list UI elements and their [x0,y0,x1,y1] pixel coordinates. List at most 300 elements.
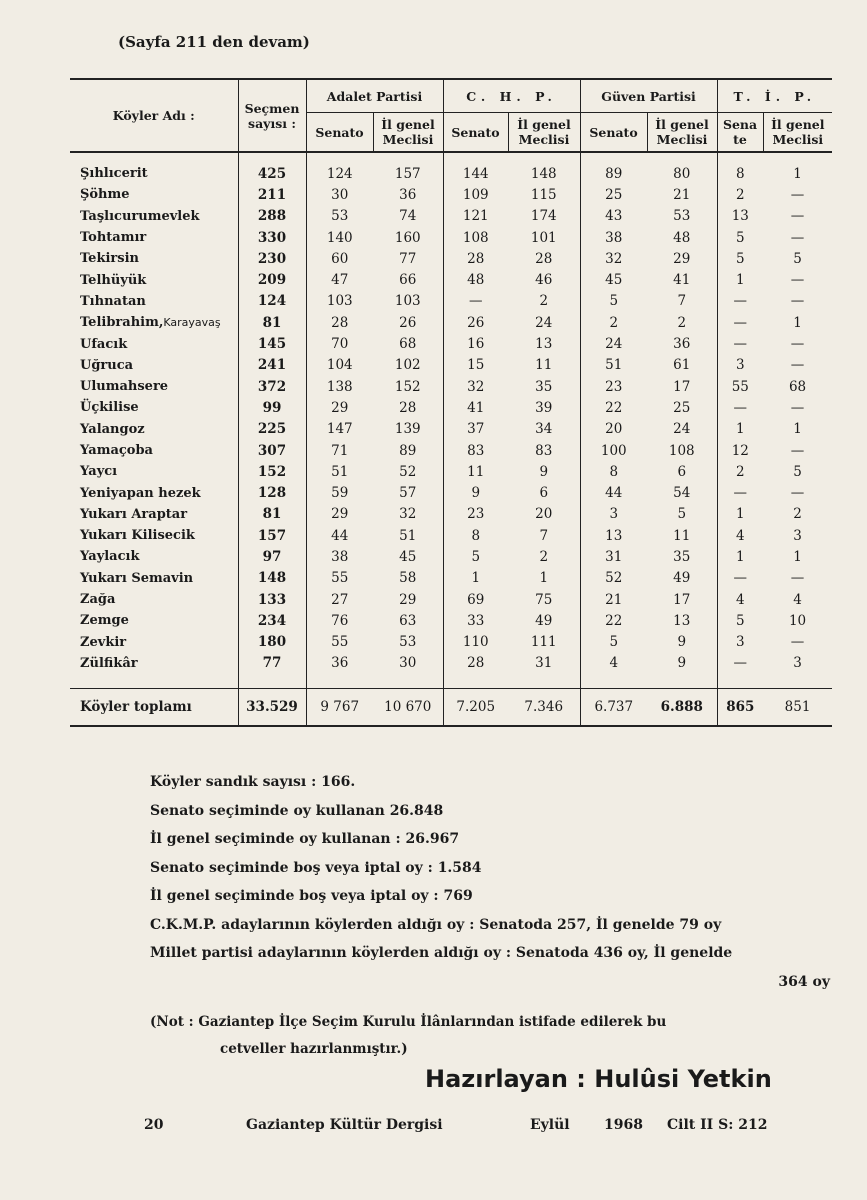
village-name-cell [70,461,238,482]
gp-senate-cell: 24 [580,333,647,354]
gp-senate-cell: 13 [580,525,647,546]
gp-senate-cell: 20 [580,419,647,440]
gp-council-cell: 5 [677,506,687,523]
voters-cell: 209 [238,269,306,290]
tip-senate-cell: 8 [717,152,763,184]
gp-senate-cell: 8 [580,461,647,482]
ap-senate-cell: 53 [306,206,373,227]
source-note-line2: cetveller hazırlanmıştır.) [220,1041,408,1057]
chp-senate-cell: 144 [443,152,508,184]
note-line: İl genel seçiminde boş veya iptal oy : 769 [150,888,473,904]
village-name: Yamaçoba [80,443,153,458]
gp-senate-cell: 100 [580,440,647,461]
village-name-cell [70,184,238,205]
voters-cell: 145 [238,333,306,354]
tip-senate-cell: 4 [717,589,763,610]
voters-cell: 307 [238,440,306,461]
continuation-note: (Sayfa 211 den devam) [118,33,310,51]
chp-senate-cell: — [443,291,508,312]
village-name: Yukarı Araptar [80,506,188,522]
chp-senate-cell: 33 [443,610,508,631]
table-row [70,227,832,248]
tip-council-cell: — [790,399,805,416]
gp-council-cell: 36 [673,336,691,353]
tip-senate-cell: — [717,333,763,354]
tip-council-cell: — [790,272,805,289]
chp-council-cell: 2 [539,548,549,565]
village-name-cell [70,504,238,525]
village-name: Ufacık [80,336,128,352]
tip-council-cell: — [790,634,805,651]
ap-council-cell: 45 [399,548,417,565]
tip-senate-cell: 4 [717,525,763,546]
tip-council-cell: — [790,570,805,587]
ap-senate-cell: 55 [306,568,373,589]
village-name-cell [70,312,238,333]
village-name: Zağa [80,592,116,608]
village-name-cell [70,546,238,567]
village-name-cell [70,589,238,610]
tip-council-cell: — [790,357,805,374]
chp-council-cell: 11 [535,357,553,374]
chp-senate-cell: 37 [443,419,508,440]
ap-senate-cell: 55 [306,632,373,653]
village-name-cell [70,291,238,312]
total-ap-senate: 9 767 [306,689,373,727]
gp-senate-cell: 38 [580,227,647,248]
village-name-cell [70,653,238,689]
author-credit: Hazırlayan : Hulûsi Yetkin [425,1065,772,1093]
gp-senate-cell: 45 [580,269,647,290]
ap-council-cell: 66 [399,272,417,289]
voters-cell: 81 [238,504,306,525]
ap-council-cell: 32 [399,506,417,523]
village-name-cell [70,610,238,631]
voters-cell: 230 [238,248,306,269]
summary-notes [150,768,840,996]
ap-council-cell: 102 [394,357,421,374]
table-row [70,269,832,290]
issue-year: 1968 [604,1117,643,1133]
total-label: Köyler toplamı [70,689,238,727]
table-row [70,482,832,503]
table-row [70,333,832,354]
ap-council-cell: 160 [394,229,421,246]
ap-council-cell: 77 [399,250,417,267]
ap-senate-cell: 76 [306,610,373,631]
chp-council-cell: 31 [535,655,553,672]
chp-senate-cell: 16 [443,333,508,354]
total-ap-council: 10 670 [373,689,443,727]
voters-cell: 372 [238,376,306,397]
ap-council-cell: 53 [399,634,417,651]
chp-council-cell: 20 [535,506,553,523]
village-name: Yukarı Semavin [80,570,194,586]
gp-senate-cell: 5 [580,291,647,312]
chp-council-cell: 49 [535,612,553,629]
village-name-cell [70,440,238,461]
chp-council-cell: 46 [535,272,553,289]
ap-senate-cell: 104 [306,355,373,376]
village-name: Yeniyapan hezek [80,485,201,501]
journal-name: Gaziantep Kültür Dergisi [246,1117,443,1133]
gp-senate-cell: 44 [580,482,647,503]
ap-council-cell: 57 [399,485,417,502]
table-row [70,419,832,440]
tip-council-cell: 1 [793,314,802,331]
chp-council-cell: 6 [539,485,549,502]
ap-senate-cell: 70 [306,333,373,354]
chp-council-cell: 111 [530,634,557,651]
subheader-council: İl genel Meclisi [373,113,443,153]
subheader-council: İl genel Meclisi [647,113,717,153]
subheader-senate: Senato [443,113,508,153]
table-row [70,546,832,567]
total-tip-council: 851 [763,689,832,727]
gp-senate-cell: 89 [580,152,647,184]
tip-senate-cell: 5 [717,227,763,248]
subheader-senate: Senato [580,113,647,153]
source-note-line1: (Not : Gaziantep İlçe Seçim Kurulu İlânlarından istifade edilerek bu [150,1014,667,1030]
tip-senate-cell: — [717,482,763,503]
village-name: Zülfikâr [80,655,138,671]
ap-senate-cell: 29 [306,397,373,418]
ap-senate-cell: 103 [306,291,373,312]
gp-senate-cell: 52 [580,568,647,589]
chp-senate-cell: 32 [443,376,508,397]
chp-senate-cell: 5 [443,546,508,567]
table-row [70,440,832,461]
gp-senate-cell: 2 [580,312,647,333]
tip-senate-cell: 1 [717,546,763,567]
tip-senate-cell: 3 [717,355,763,376]
village-name: Telibrahim, [80,315,164,331]
subheader-council: İl genel Meclisi [508,113,580,153]
village-name-annotation: Karayavaş [163,316,221,330]
election-results-table-wrapper [70,78,832,727]
gp-senate-cell: 3 [580,504,647,525]
ap-senate-cell: 124 [306,152,373,184]
subheader-senate: Senato [306,113,373,153]
tip-senate-cell: 1 [717,504,763,525]
party-header-ap: Adalet Partisi [306,79,443,113]
gp-senate-cell: 22 [580,610,647,631]
table-row [70,568,832,589]
tip-council-cell: — [790,186,805,203]
gp-senate-cell: 51 [580,355,647,376]
gp-council-cell: 35 [673,548,691,565]
voters-cell: 241 [238,355,306,376]
gp-council-cell: 9 [677,655,687,672]
ap-council-cell: 157 [394,165,421,182]
tip-council-cell: — [790,208,805,225]
village-name: Taşlıcurumevlek [80,208,200,224]
chp-council-cell: 75 [535,591,553,608]
chp-council-cell: 28 [535,250,553,267]
subheader-senate: Sena te [717,113,763,153]
ap-senate-cell: 71 [306,440,373,461]
gp-senate-cell: 21 [580,589,647,610]
table-row [70,184,832,205]
total-voters: 33.529 [238,689,306,727]
voters-column-header: Seçmen sayısı : [238,79,306,152]
village-name: Yukarı Kilisecik [80,528,195,544]
note-line: Senato seçiminde boş veya iptal oy : 1.584 [150,859,482,876]
village-name: Ulumahsere [80,379,169,395]
tip-senate-cell: 3 [717,632,763,653]
table-body [70,152,832,689]
tip-council-cell: 4 [793,591,802,608]
village-name-cell [70,568,238,589]
subheader-council: İl genel Meclisi [763,113,832,153]
voters-cell: 77 [238,653,306,689]
chp-council-cell: 174 [530,208,557,225]
table-row [70,152,832,184]
gp-council-cell: 41 [673,272,691,289]
ap-senate-cell: 147 [306,419,373,440]
village-name-cell [70,397,238,418]
village-name: Zemge [80,613,129,629]
ap-council-cell: 52 [399,463,417,480]
chp-senate-cell: 28 [443,248,508,269]
voters-cell: 81 [238,312,306,333]
chp-senate-cell: 15 [443,355,508,376]
tip-council-cell: — [790,485,805,502]
tip-senate-cell: — [717,653,763,689]
gp-council-cell: 49 [673,570,691,587]
tip-senate-cell: — [717,397,763,418]
village-name-cell [70,525,238,546]
tip-senate-cell: 1 [717,269,763,290]
chp-council-cell: 83 [535,442,553,459]
voters-cell: 157 [238,525,306,546]
table-row [70,397,832,418]
village-name-cell [70,419,238,440]
chp-council-cell: 34 [535,421,553,438]
tip-senate-cell: — [717,568,763,589]
gp-senate-cell: 4 [580,653,647,689]
ap-senate-cell: 51 [306,461,373,482]
ap-senate-cell: 59 [306,482,373,503]
gp-council-cell: 2 [677,314,687,331]
gp-senate-cell: 31 [580,546,647,567]
gp-council-cell: 21 [673,186,691,203]
tip-senate-cell: 2 [717,461,763,482]
village-name-cell [70,248,238,269]
total-gp-senate: 6.737 [580,689,647,727]
total-tip-senate: 865 [717,689,763,727]
gp-council-cell: 80 [673,165,691,182]
village-name-cell [70,376,238,397]
voters-cell: 152 [238,461,306,482]
village-name-cell [70,206,238,227]
tip-council-cell: — [790,336,805,353]
gp-council-cell: 17 [673,591,691,608]
voters-cell: 99 [238,397,306,418]
ap-senate-cell: 27 [306,589,373,610]
voters-cell: 97 [238,546,306,567]
ap-senate-cell: 47 [306,269,373,290]
gp-senate-cell: 32 [580,248,647,269]
village-name: Uğruca [80,357,134,373]
ap-council-cell: 63 [399,612,417,629]
tip-senate-cell: — [717,312,763,333]
ap-senate-cell: 140 [306,227,373,248]
chp-senate-cell: 11 [443,461,508,482]
chp-senate-cell: 9 [443,482,508,503]
chp-senate-cell: 83 [443,440,508,461]
gp-council-cell: 6 [677,463,687,480]
chp-council-cell: 24 [535,314,553,331]
note-line: İl genel seçiminde oy kullanan : 26.967 [150,831,460,847]
source-note [150,1009,840,1063]
note-line: Senato seçiminde oy kullanan 26.848 [150,802,444,819]
chp-council-cell: 2 [539,293,549,310]
tip-council-cell: 10 [788,612,807,629]
voters-cell: 330 [238,227,306,248]
ap-senate-cell: 60 [306,248,373,269]
ap-senate-cell: 30 [306,184,373,205]
gp-council-cell: 61 [673,357,691,374]
ap-senate-cell: 28 [306,312,373,333]
ap-council-cell: 28 [399,399,417,416]
table-row [70,653,832,689]
chp-council-cell: 148 [530,165,557,182]
voters-cell: 225 [238,419,306,440]
tip-council-cell: 3 [793,527,802,544]
volume-issue: Cilt II S: 212 [667,1117,768,1133]
chp-senate-cell: 48 [443,269,508,290]
village-name: Tıhnatan [80,293,146,309]
chp-council-cell: 7 [539,527,549,544]
tip-senate-cell: 2 [717,184,763,205]
table-total-row [70,689,832,727]
village-name-cell [70,333,238,354]
chp-council-cell: 115 [530,186,557,203]
village-name: Şöhme [80,187,130,203]
village-name: Tekirsin [80,251,139,267]
village-name-cell [70,632,238,653]
chp-senate-cell: 28 [443,653,508,689]
village-name-cell [70,227,238,248]
table-row [70,589,832,610]
ap-council-cell: 29 [399,591,417,608]
voters-cell: 211 [238,184,306,205]
election-results-table [70,78,832,727]
chp-senate-cell: 26 [443,312,508,333]
party-header-chp: C. H. P. [443,79,580,113]
tip-council-cell: 3 [793,655,802,672]
voters-cell: 180 [238,632,306,653]
tip-council-cell: 2 [793,506,802,523]
ap-council-cell: 51 [399,527,417,544]
total-chp-council: 7.346 [508,689,580,727]
gp-council-cell: 48 [673,229,691,246]
chp-council-cell: 35 [535,378,553,395]
table-row [70,461,832,482]
gp-council-cell: 108 [668,442,695,459]
page-number: 20 [144,1117,164,1133]
village-name: Telhüyük [80,272,147,288]
ap-council-cell: 152 [394,378,421,395]
gp-council-cell: 29 [673,250,691,267]
table-row [70,312,832,333]
chp-senate-cell: 23 [443,504,508,525]
chp-council-cell: 13 [535,336,553,353]
chp-senate-cell: 1 [443,568,508,589]
gp-council-cell: 53 [673,208,691,225]
chp-senate-cell: 8 [443,525,508,546]
issue-month: Eylül [530,1117,570,1133]
ap-senate-cell: 29 [306,504,373,525]
ap-council-cell: 89 [399,442,417,459]
ap-senate-cell: 138 [306,376,373,397]
gp-council-cell: 11 [673,527,691,544]
gp-council-cell: 13 [673,612,691,629]
chp-senate-cell: 110 [443,632,508,653]
voters-cell: 234 [238,610,306,631]
table-row [70,206,832,227]
voters-cell: 128 [238,482,306,503]
village-name: Yaycı [80,464,118,480]
total-gp-council: 6.888 [647,689,717,727]
chp-council-cell: 39 [535,399,553,416]
tip-council-cell: — [790,293,805,310]
note-line: Millet partisi adaylarının köylerden aldığı oy : Senatoda 436 oy, İl genelde [150,945,733,961]
chp-council-cell: 9 [539,463,549,480]
tip-senate-cell: 55 [717,376,763,397]
chp-senate-cell: 69 [443,589,508,610]
tip-council-cell: — [790,442,805,459]
chp-council-cell: 1 [539,570,549,587]
ap-council-cell: 139 [394,421,421,438]
table-row [70,355,832,376]
ap-council-cell: 36 [399,186,417,203]
village-name: Tohtamır [80,230,147,246]
village-name: Yaylacık [80,549,140,565]
ap-council-cell: 26 [399,314,417,331]
ap-senate-cell: 38 [306,546,373,567]
tip-council-cell: — [790,229,805,246]
tip-council-cell: 1 [793,548,802,565]
tip-senate-cell: — [717,291,763,312]
note-line: 364 oy [778,973,830,990]
gp-council-cell: 54 [673,485,691,502]
voters-cell: 124 [238,291,306,312]
village-name: Üçkilise [80,400,139,416]
gp-council-cell: 9 [677,634,687,651]
tip-senate-cell: 1 [717,419,763,440]
table-row [70,376,832,397]
gp-council-cell: 17 [673,378,691,395]
total-chp-senate: 7.205 [443,689,508,727]
chp-senate-cell: 108 [443,227,508,248]
village-name-cell [70,269,238,290]
gp-council-cell: 24 [673,421,691,438]
tip-council-cell: 1 [793,165,802,182]
ap-senate-cell: 44 [306,525,373,546]
tip-council-cell: 5 [793,463,802,480]
chp-senate-cell: 109 [443,184,508,205]
tip-senate-cell: 5 [717,248,763,269]
gp-senate-cell: 23 [580,376,647,397]
party-header-tip: T. İ. P. [717,79,832,113]
ap-council-cell: 103 [394,293,421,310]
note-line: C.K.M.P. adaylarının köylerden aldığı oy : Senatoda 257, İl genelde 79 oy [150,916,722,933]
village-name: Yalangoz [80,421,145,437]
ap-council-cell: 58 [399,570,417,587]
gp-senate-cell: 25 [580,184,647,205]
